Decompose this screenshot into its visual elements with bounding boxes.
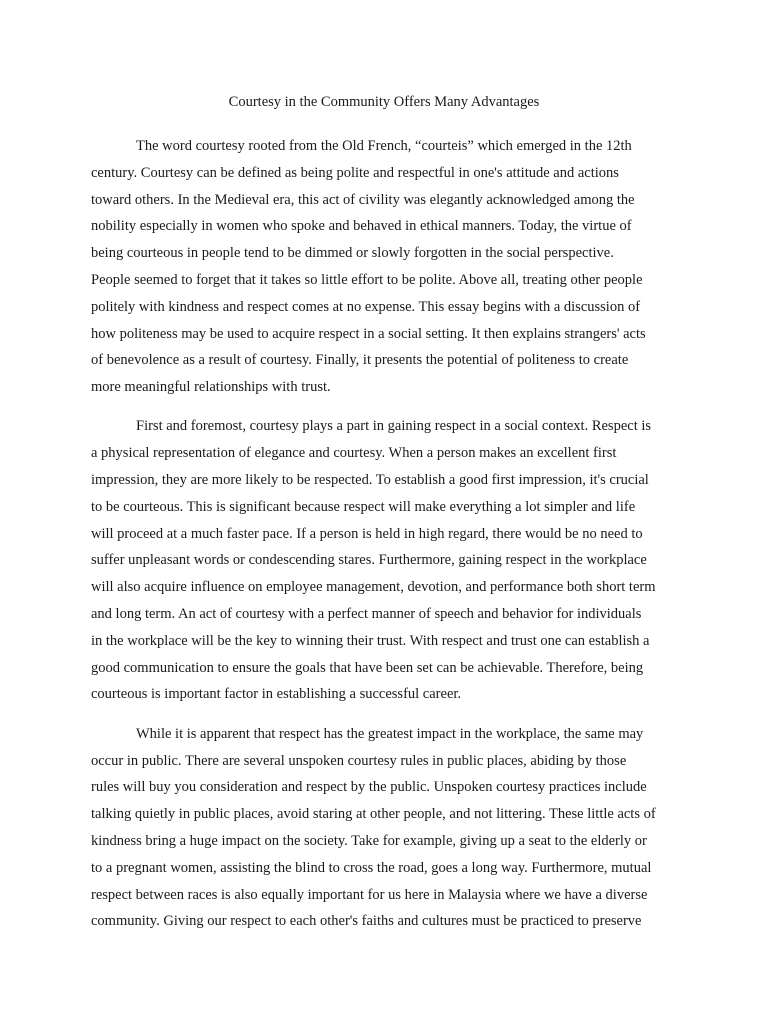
text-line: First and foremost, courtesy plays a part in gaining respect in a social context. Respect is bbox=[136, 418, 652, 435]
text-line: respect between races is also equally important for us here in Malaysia where we have a diverse bbox=[91, 886, 648, 903]
text-line: more meaningful relationships with trust. bbox=[91, 379, 331, 396]
text-line: of benevolence as a result of courtesy. Finally, it presents the potential of politeness to create bbox=[91, 352, 629, 369]
text-line: how politeness may be used to acquire respect in a social setting. It then explains strangers' acts bbox=[91, 325, 646, 342]
text-line: occur in public. There are several unspoken courtesy rules in public places, abiding by those bbox=[91, 752, 627, 769]
text-line: will also acquire influence on employee management, devotion, and performance both short term bbox=[91, 579, 656, 596]
text-line: People seemed to forget that it takes so little effort to be polite. Above all, treating other people bbox=[91, 271, 643, 288]
document-title: Courtesy in the Community Offers Many Advantages bbox=[228, 94, 540, 110]
text-line: in the workplace will be the key to winning their trust. With respect and trust one can establish a bbox=[91, 632, 650, 649]
text-line: toward others. In the Medieval era, this act of civility was elegantly acknowledged among the bbox=[91, 191, 635, 208]
paragraph bbox=[91, 133, 681, 401]
text-line: good communication to ensure the goals that have been set can be achievable. Therefore, being bbox=[91, 659, 644, 676]
document-body bbox=[91, 133, 681, 948]
text-line: nobility especially in women who spoke and behaved in ethical manners. Today, the virtue of bbox=[91, 218, 632, 235]
text-line: and long term. An act of courtesy with a perfect manner of speech and behavior for individuals bbox=[91, 606, 642, 623]
text-line: to a pregnant women, assisting the blind to cross the road, goes a long way. Furthermore, mutual bbox=[91, 859, 652, 876]
text-line: The word courtesy rooted from the Old French, “courteis” which emerged in the 12th bbox=[136, 138, 632, 154]
text-line: century. Courtesy can be defined as being polite and respectful in one's attitude and actions bbox=[91, 164, 619, 181]
text-line: suffer unpleasant words or condescending stares. Furthermore, gaining respect in the workplace bbox=[91, 552, 647, 569]
text-line: talking quietly in public places, avoid staring at other people, and not littering. These little acts of bbox=[91, 806, 656, 823]
text-line: being courteous in people tend to be dimmed or slowly forgotten in the social perspective. bbox=[91, 245, 614, 262]
paragraph bbox=[91, 721, 681, 935]
text-line: a physical representation of elegance and courtesy. When a person makes an excellent first bbox=[91, 445, 617, 462]
text-line: will proceed at a much faster pace. If a person is held in high regard, there would be no need to bbox=[91, 525, 643, 542]
text-line: to be courteous. This is significant because respect will make everything a lot simpler and life bbox=[91, 498, 636, 515]
text-line: While it is apparent that respect has the greatest impact in the workplace, the same may bbox=[136, 725, 644, 742]
text-line: politely with kindness and respect comes at no expense. This essay begins with a discussion of bbox=[91, 298, 641, 315]
paragraph bbox=[91, 413, 681, 708]
text-line: community. Giving our respect to each other's faiths and cultures must be practiced to preserve bbox=[91, 913, 642, 930]
text-line: courteous is important factor in establishing a successful career. bbox=[91, 686, 462, 703]
text-line: rules will buy you consideration and respect by the public. Unspoken courtesy practices include bbox=[91, 779, 647, 796]
text-line: kindness bring a huge impact on the society. Take for example, giving up a seat to the elderly or bbox=[91, 832, 647, 849]
text-line: impression, they are more likely to be respected. To establish a good first impression, it's crucial bbox=[91, 472, 649, 489]
